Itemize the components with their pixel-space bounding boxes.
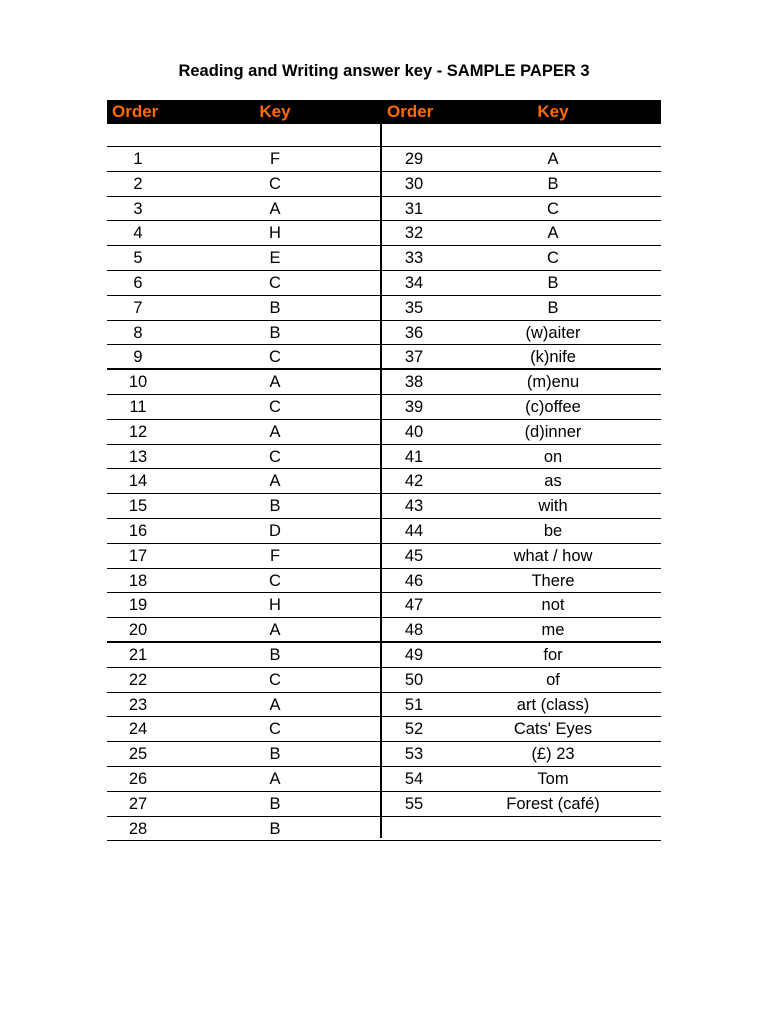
key-cell: be — [543, 521, 563, 540]
key-cell: for — [543, 645, 563, 664]
order-cell: 5 — [133, 249, 143, 268]
order-cell: 24 — [128, 720, 148, 739]
key-cell: what / how — [513, 546, 593, 565]
table-body — [107, 147, 661, 841]
table-row — [107, 321, 661, 346]
key-cell: D — [269, 521, 281, 540]
key-cell: Tom — [537, 769, 569, 788]
order-cell: 36 — [404, 323, 424, 342]
key-cell: A — [269, 472, 281, 491]
page-title: Reading and Writing answer key - SAMPLE PAPER 3 — [178, 62, 590, 80]
key-cell: B — [269, 323, 281, 342]
header-key-1: Key — [259, 102, 291, 121]
order-cell: 28 — [128, 819, 148, 838]
order-cell: 22 — [128, 670, 148, 689]
key-cell: H — [269, 596, 281, 615]
table-row — [107, 172, 661, 197]
answer-key-table — [107, 100, 661, 841]
order-cell: 32 — [404, 224, 424, 243]
table-row — [107, 147, 661, 172]
key-cell: E — [269, 249, 281, 268]
order-cell: 47 — [404, 596, 424, 615]
key-cell: F — [269, 150, 281, 168]
key-cell: art (class) — [516, 695, 590, 714]
order-cell: 38 — [404, 373, 424, 392]
order-cell: 43 — [404, 497, 424, 516]
header-order-1: Order — [112, 102, 159, 121]
order-cell: 19 — [128, 596, 148, 615]
order-cell: 2 — [133, 174, 143, 193]
order-cell: 39 — [404, 397, 424, 416]
order-cell: 4 — [133, 224, 143, 243]
order-cell: 48 — [404, 621, 424, 640]
key-cell: C — [269, 348, 281, 367]
order-cell: 23 — [128, 695, 148, 714]
order-cell: 42 — [404, 472, 424, 491]
order-cell: 46 — [404, 571, 424, 590]
key-cell: Cats' Eyes — [513, 720, 593, 739]
table-row — [107, 767, 661, 792]
table-row — [107, 420, 661, 445]
key-cell: B — [269, 497, 281, 516]
key-cell: B — [269, 745, 281, 764]
key-cell: C — [547, 249, 559, 268]
order-cell: 12 — [128, 422, 148, 441]
order-cell: 45 — [404, 546, 424, 565]
key-cell: B — [547, 174, 559, 193]
table-row — [107, 668, 661, 693]
table-row — [107, 395, 661, 420]
order-cell: 26 — [128, 769, 148, 788]
order-cell: 10 — [128, 373, 148, 392]
key-cell: A — [547, 224, 559, 243]
key-cell: There — [531, 571, 575, 590]
table-row — [107, 445, 661, 470]
key-cell: A — [269, 621, 281, 640]
order-cell: 16 — [128, 521, 148, 540]
table-row — [107, 792, 661, 817]
key-cell: me — [541, 621, 565, 640]
order-cell: 44 — [404, 521, 424, 540]
table-row — [107, 345, 661, 370]
key-cell: C — [269, 670, 281, 689]
order-cell: 34 — [404, 273, 424, 292]
order-cell: 8 — [133, 323, 143, 342]
key-cell: C — [269, 273, 281, 292]
order-cell: 7 — [133, 298, 143, 317]
header-key-2: Key — [537, 102, 569, 121]
order-cell: 50 — [404, 670, 424, 689]
order-cell: 11 — [129, 397, 147, 416]
key-cell: of — [546, 670, 560, 689]
table-row — [107, 618, 661, 643]
order-cell: 40 — [404, 422, 424, 441]
order-cell: 49 — [404, 645, 424, 664]
order-cell: 54 — [404, 769, 424, 788]
table-row — [107, 519, 661, 544]
key-cell: B — [269, 645, 281, 664]
table-row — [107, 271, 661, 296]
column-divider — [380, 124, 382, 838]
key-cell: C — [269, 174, 281, 193]
order-cell: 30 — [404, 174, 424, 193]
table-row — [107, 817, 661, 842]
order-cell: 13 — [128, 447, 148, 466]
order-cell: 6 — [133, 273, 143, 292]
table-row — [107, 693, 661, 718]
key-cell: F — [269, 546, 281, 565]
table-row — [107, 717, 661, 742]
order-cell: 25 — [128, 745, 148, 764]
order-cell: 21 — [128, 645, 148, 664]
order-cell: 29 — [404, 150, 424, 168]
key-cell: A — [269, 422, 281, 441]
key-cell: not — [541, 596, 565, 615]
table-row — [107, 494, 661, 519]
key-cell: A — [547, 150, 559, 168]
order-cell: 55 — [404, 794, 424, 813]
key-cell: C — [269, 447, 281, 466]
order-cell: 37 — [404, 348, 424, 367]
order-cell: 15 — [128, 497, 148, 516]
key-cell: Forest (café) — [506, 794, 600, 813]
key-cell: (k)nife — [530, 348, 576, 367]
order-cell: 51 — [404, 695, 424, 714]
table-row — [107, 544, 661, 569]
key-cell: (c)offee — [525, 397, 581, 416]
key-cell: B — [269, 298, 281, 317]
key-cell: A — [269, 769, 281, 788]
table-row — [107, 643, 661, 668]
table-row — [107, 469, 661, 494]
order-cell: 52 — [404, 720, 424, 739]
key-cell: C — [269, 397, 281, 416]
table-row — [107, 593, 661, 618]
table-row — [107, 197, 661, 222]
table-row — [107, 370, 661, 395]
order-cell: 18 — [128, 571, 148, 590]
key-cell: B — [269, 819, 281, 838]
key-cell: with — [538, 497, 568, 516]
key-cell: (m)enu — [526, 373, 580, 392]
table-row — [107, 221, 661, 246]
key-cell: A — [269, 373, 281, 392]
key-cell: A — [269, 695, 281, 714]
table-row — [107, 296, 661, 321]
order-cell: 33 — [404, 249, 424, 268]
order-cell: 9 — [133, 348, 143, 367]
key-cell: H — [269, 224, 281, 243]
key-cell: as — [544, 472, 562, 491]
order-cell: 31 — [404, 199, 424, 218]
order-cell: 3 — [133, 199, 143, 218]
order-cell: 27 — [128, 794, 148, 813]
blank-spacer-row — [107, 124, 661, 147]
order-cell: 41 — [404, 447, 424, 466]
header-order-2: Order — [387, 102, 434, 121]
table-header — [107, 100, 661, 124]
key-cell: C — [547, 199, 559, 218]
order-cell: 35 — [404, 298, 424, 317]
key-cell: A — [269, 199, 281, 218]
key-cell: B — [547, 298, 559, 317]
key-cell: B — [547, 273, 559, 292]
order-cell: 20 — [128, 621, 148, 640]
table-row — [107, 246, 661, 271]
order-cell: 14 — [128, 472, 148, 491]
key-cell: on — [543, 447, 563, 466]
key-cell: C — [269, 571, 281, 590]
order-cell: 53 — [404, 745, 424, 764]
key-cell: (£) 23 — [531, 745, 575, 764]
key-cell: (d)inner — [524, 422, 582, 441]
key-cell: (w)aiter — [525, 323, 581, 342]
table-row — [107, 742, 661, 767]
table-row — [107, 569, 661, 594]
key-cell: C — [269, 720, 281, 739]
order-cell: 1 — [133, 150, 143, 168]
key-cell: B — [269, 794, 281, 813]
order-cell: 17 — [128, 546, 148, 565]
